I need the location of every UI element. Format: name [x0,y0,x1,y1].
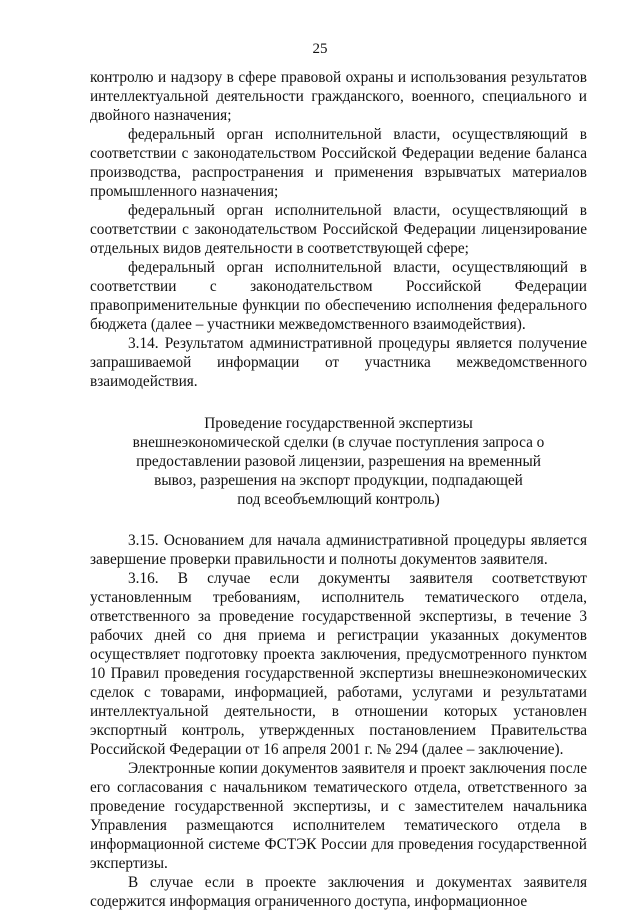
paragraph: В случае если в проекте заключения и документах заявителя содержится информация ограниченного доступа, информационное [90,874,587,910]
heading-line: Проведение государственной экспертизы [204,415,473,432]
paragraph: 3.16. В случае если документы заявителя соответствуют установленным требованиям, исполнитель тематического отдела, ответственного за проведение государственной экспертизы, в течение 3 рабочих дней со дня приема и регистрации указанных документов осуществляет подготовку проекта заключения, предусмотренного пунктом 10 Правил проведения государственной экспертизы внешнеэкономических сделок с товарами, информацией, работами, услугами и результатами интеллектуальной деятельности, в отношении которых установлен экспортный контроль, утвержденных постановлением Правительства Российской Федерации от 16 апреля 2001 г. № 294 (далее – заключение). [90,570,587,758]
section-heading [90,414,587,509]
heading-line: предоставлении разовой лицензии, разрешения на временный [136,453,541,470]
heading-line: вывоз, разрешения на экспорт продукции, подпадающей [154,472,523,489]
document-body [90,68,587,911]
heading-line: внешнеэкономической сделки (в случае поступления запроса о [132,434,545,451]
paragraph: контролю и надзору в сфере правовой охраны и использования результатов интеллектуальной деятельности гражданского, военного, специального и двойного назначения; [90,69,587,124]
paragraph: 3.14. Результатом административной процедуры является получение запрашиваемой информации от участника межведомственного взаимодействия. [90,335,587,390]
paragraph: Электронные копии документов заявителя и проект заключения после его согласования с начальником тематического отдела, ответственного за проведение государственной экспертизы, и с заместителем начальника Управления размещаются исполнителем тематического отдела в информационной системе ФСТЭК России для проведения государственной экспертизы. [90,760,587,872]
paragraph: федеральный орган исполнительной власти, осуществляющий в соответствии с законодательством Российской Федерации ведение баланса производства, распространения и применения взрывчатых материалов промышленного назначения; [90,126,587,200]
paragraph: 3.15. Основанием для начала административной процедуры является завершение проверки правильности и полноты документов заявителя. [90,532,587,568]
page-number: 25 [312,41,328,57]
paragraph: федеральный орган исполнительной власти, осуществляющий в соответствии с законодательством Российской Федерации лицензирование отдельных видов деятельности в соответствующей сфере; [90,202,587,257]
heading-line: под всеобъемлющий контроль) [237,491,440,508]
paragraph: федеральный орган исполнительной власти, осуществляющий в соответствии с законодательством Российской Федерации правоприменительные функции по обеспечению исполнения федерального бюджета (далее – участники межведомственного взаимодействия). [90,259,587,333]
